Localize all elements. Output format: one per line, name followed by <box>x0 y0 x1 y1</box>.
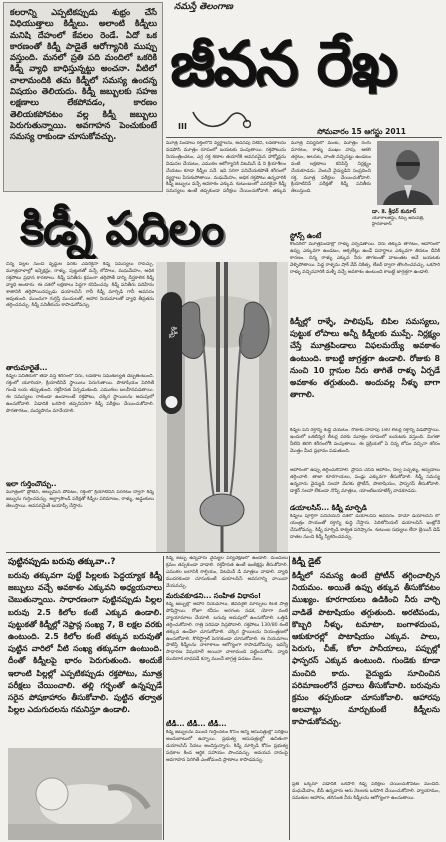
subhead-stones: స్టోన్స్ ఉంటే <box>290 232 322 240</box>
col-bot-mid3: కిడ్నీ జబ్బులను ముందే గుర్తించటం కోసం అన్ని ఆసుపత్రుల్లో పరీక్షలు అందుబాటులో ఉన్నాయి. ప్రభుత్వ ఆసుపత్రుల్లో ఉచితంగా డయాలసిస్ సేవలు అందిస్తున్నారు. కిడ్నీ మార్పిడి కోసం ప్రభుత్వ పథకాల కింద ఆర్థిక సహాయం పొందవచ్చు. అవయవ దానంపై అవగాహన పెరిగితే ఎంతోమంది ప్రాణాలు కాపాడవచ్చు. <box>166 730 288 763</box>
subhead-tdk: టీడీ... టీడీ... టీడీ... <box>166 720 227 728</box>
intro-box <box>3 2 163 192</box>
right-box: కిడ్నీల పని రక్తాన్ని శుద్ధి చేయటం. రోజుకు దాదాపు 180 లీటర్ల రక్తాన్ని వడపోస్తాయి. ఇందులో ఒకటిన్నర లీటర్ల వరకు మూత్రం రూపంలో బయటకు వస్తుంది. మిగతా నీటిని తిరిగి శరీరంలోకి పంపుతాయి. ఈ ప్రక్రియలో ఏ చిన్న లోపం వచ్చినా శరీరం మొత్తం మీద ప్రభావం పడుతుంది. <box>290 428 440 454</box>
col-bot-mid: కిడ్నీ జబ్బు ఉన్నవారు వైద్యుల పర్యవేక్షణలో ఉండాలి. మందులు క్రమం తప్పకుండా వాడాలి. రక్తహీనత ఉంటే ఇంజెక్షన్లు తీసుకోవాలి. ఎముకల బలానికి కాల్షియం, విటమిన్ డి మాత్రలు వాడాలి. వ్యాధి ముదరకుండా చూసుకుంటే డయాలసిస్ అవసరాన్ని వాయిదా వేయవచ్చు. <box>166 556 288 589</box>
col-right-dialysis: కిడ్నీలు పూర్తిగా పనిచేయని దశలో డయాలసిస్ అవసరం. హీమో డయాలసిస్ లో యంత్రం సాయంతో రక్తాన్ని శుద్ధి చేస్తారు. పెరిటోనియల్ డయాలసిస్ ఇంట్లోనే చేసుకోవచ్చు. కిడ్నీ మార్పిడి శాశ్వత పరిష్కారం. కుటుంబ సభ్యులు లేదా బ్రెయిన్ డెడ్ దాతల నుంచి కిడ్నీ స్వీకరించవచ్చు. <box>290 514 440 540</box>
headline: కిడ్నీ పదిలం <box>20 201 224 255</box>
col-top-mid: మూత్ర పిండాలు రక్తంలోని వ్యర్థాలను, అదనపు నీటిని, లవణాలను వడపోసి మూత్రం రూపంలో బయటకు పంపుతాయి. రక్తపోటును నియంత్రించటం, ఎర్ర రక్త కణాల తయారీకి అవసరమైన హార్మోన్లను విడుదల చేయటం, ఎముకల ఆరోగ్యానికి విటమిన్ డి ని క్రియాశీలం చేయటం కూడా కిడ్నీల పనే. ఇవి సరిగా పనిచేయకపోతే శరీరంలో వ్యర్థాలు పేరుకుపోతాయి. మధుమేహం, అధిక రక్తపోటు ఉన్నవారికి కిడ్నీ జబ్బులు వచ్చే అవకాశం ఎక్కువ. కుటుంబంలో ఎవరికైనా కిడ్నీ సమస్యలు ఉంటే తప్పకుండా పరీక్షలు చేయించుకోవాలి. తక్కువ <box>166 141 286 195</box>
subhead-dialysis: డయాలసిస్... కిడ్నీ మార్పిడి <box>290 504 367 512</box>
col-bot-right: ప్రతి ఒక్కరూ ఏడాదికి ఒకసారి కిడ్నీ పరీక్షలు చేయించుకోవటం మంచిది. మధుమేహం, బీపీ ఉన్నవారు ఆరు నెలలకు ఒకసారి చేయించుకోవాలి. వ్యాయామం, సమతుల ఆహారం, తగినంత నీరు కిడ్నీలను ఆరోగ్యంగా ఉంచుతాయి. <box>292 782 440 801</box>
col-right-diet: కిడ్నీలో సమస్య ఉంటే ప్రోటీన్ తగ్గించాల్సిన నియమం. అయితే ఉప్పు తక్కువ తీసుకోవటం ముఖ్యం. కూరగాయలు ఉడికించి నీరు వార్చి వాడితే పొటాషియం తగ్గుతుంది. అరటిపండు, కొబ్బరి నీళ్ళు, టమాటా, బంగాళదుంప, ఆకుకూరల్లో పొటాషియం ఎక్కువ. పాలు, పెరుగు, చీజ్, కోలా పానీయాలు, పప్పుల్లో ఫాస్ఫరస్ ఎక్కువ ఉంటుంది. గుండెకు కూడా మంచిది కాదు. వైద్యుడు సూచించిన పరిమాణంలోనే ద్రవాలు తీసుకోవాలి. బరువును క్రమం తప్పకుండా చూసుకోవాలి. ఆహారపు అలవాట్లు మార్చుకుంటే కిడ్నీలను కాపాడుకోవచ్చు. <box>292 571 440 727</box>
kidney-label-icon <box>161 292 182 414</box>
masthead <box>166 2 442 138</box>
paper-name: నమస్తే తెలంగాణ <box>174 2 233 12</box>
baby-icon <box>8 748 162 840</box>
col-left <box>6 262 154 540</box>
col-left-body: చిన్న పిల్లల నుంచి వృద్ధుల వరకు ఎవరికైనా కిడ్నీ సమస్యలు రావచ్చు. మూత్రనాళాల్లో ఇన్ఫెక్షన్లు, రాళ్ళు, పుట్టుకతో వచ్చే లోపాలు, మధుమేహం, అధిక రక్తపోటు ప్రధాన కారణాలు. కిడ్నీ పనితీరు క్రమంగా తగ్గిపోతే దాన్ని దీర్ఘకాలిక కిడ్నీ వ్యాధి అంటారు. ఈ దశలో లక్షణాలు పెద్దగా కనిపించవు. కిడ్నీ పనితీరు పదిహేను శాతానికి తగ్గిపోయినప్పుడు డయాలసిస్ గానీ కిడ్నీ మార్పిడి గానీ అవసరం అవుతుంది. ముందుగా గుర్తిస్తే మందులతో, ఆహార నియమాలతో వ్యాధి తీవ్రతను తగ్గించవచ్చు. కిడ్నీ పనితీరును కాపాడుకోవచ్చు. <box>6 262 154 309</box>
intro-text: కలరాన్ని ఎప్పటికప్పుడు శుభ్రం చేసే విధియుత్తాలు కిడ్నీలు. అలాంటి కిడ్నీలు మనిషి దేహంలో కేవలం రెండే. ఏదో ఒక కారణంతో కిడ్నీ పాడైతే ఆరోగ్యానికి ముప్పు వస్తుంది. మనలో ప్రతి పది మందిలో ఒకరికి కిడ్నీ వ్యాధి బాధిస్తున్నట్టు అంచనా. వీటిలో చాలామందికి తమ కిడ్నీలో సమస్య ఉందన్న విషయం తెలియదు. కిడ్నీ జబ్బులకు సహజ లక్షణాలు లేకపోవడం, కారణం తెలియకపోవటం వల్ల కిడ్నీ జబ్బులు పెరుగుతున్నాయి. అవగాహన పెంచుకుంటే సమస్య రాకుండా చూసుకోవచ్చు. <box>10 7 157 142</box>
supplement-title: జీవన రేఖ <box>170 27 397 100</box>
masthead-rule <box>166 137 442 138</box>
col-right-mid: ఆహారంలో ఉప్పు తగ్గించుకోవాలి. ప్రాసెస్ చేసిన ఆహారం, నిల్వ పచ్చళ్ళు, అప్పడాలు తగ్గించాలి. తాజా కూరగాయలు, పండ్లు ఎక్కువగా తీసుకోవాలి. కిడ్నీ సమస్య ఉన్నవారు వైద్యుడి సలహా మేరకు ప్రోటీన్, పొటాషియం, ఫాస్ఫరస్ తీసుకోవాలి. డాక్టర్ సలహా లేకుండా నొప్పి మాత్రలు, యాంటిబయాటిక్స్ వాడకూడదు. <box>290 468 440 494</box>
col-top-right: మూత్ర విసర్జనలో మంట, మూత్రం రంగు మారటం, కాళ్ళు ముఖం వాపు, ఆకలి తగ్గటం, అలసట, వాంతి వచ్చినట్టు ఉండటం వంటి లక్షణాలు కనిపిస్తే నిర్లక్ష్యం చేయకూడదు. వెంటనే వైద్యుడిని సంప్రదించి రక్త, మూత్ర పరీక్షలు చేయించుకోవాలి. క్రియాటినిన్ పరీక్షతో కిడ్నీ పనితీరు తెలుస్తుంది. <box>291 141 371 195</box>
col-stones: కొందరిలో మూత్రపిండాల్లో రాళ్ళు ఏర్పడతాయి. నీరు తక్కువ తాగటం, ఆహారంలో ఉప్పు ఎక్కువగా ఉండటం, ఆక్సలేట్లు ఉండే పదార్థాలు ఎక్కువగా తినటం దీనికి కారణం. చిన్న రాళ్ళు ఎక్కువ నీరు తాగటంతో వాటంతట అవే బయటకు వెళ్ళిపోతాయి. పెద్ద రాళ్ళను షాక్ వేవ్ చికిత్స, లేజర్ ద్వారా తొలగించవచ్చు. ఒకసారి రాళ్ళు వచ్చినవారికి మళ్ళీ వచ్చే అవకాశం ఉంటుంది కాబట్టి జాగ్రత్తగా ఉండాలి. <box>290 242 440 275</box>
stethoscope-icon <box>191 108 251 134</box>
kidney-label-tube <box>161 292 182 414</box>
author-name: డా. కె. శ్రీధర్ కుమార్ <box>372 209 417 215</box>
page-number: III <box>178 122 187 131</box>
col-right-highlight: కిడ్నీల్లో రాళ్ళే, పాలిపుష్, బిపిల సమస్యలు, పుట్టుక లోపాలు అన్నీ కిడ్నీలకు ముప్పే. నిర్లక్ష్యం చేస్తే మూత్రపిండాలు విఫలమయ్యే అవకాశం ఉంటుంది. కాబట్టి జాగ్రత్తగా ఉండాలి. రోజుకు 8 నుంచి 10 గ్లాసుల నీరు తాగితే రాళ్ళు ఏర్పడే అవకాశం తగ్గుతుంది. అందువల్ల నీళ్ళు బాగా తాగాలి. <box>290 317 440 400</box>
subhead-babies: పుట్టినప్పుడు బరువు తక్కువా..? <box>8 556 116 566</box>
author-portrait-icon <box>377 141 439 205</box>
subhead-tarumaraite: తారుమారైతే... <box>6 364 48 372</box>
author-designation: యూరాలజిస్టు, కిమ్స్ ఆసుపత్రి, హైదరాబాద్ <box>372 216 425 227</box>
column-rule-left <box>163 556 164 840</box>
author-photo <box>377 141 439 205</box>
svg-text:కిడ్నీ: కిడ్నీ <box>169 326 178 338</box>
subhead-gurtimpu: ఇలా గుర్తించొచ్చు.. <box>6 480 57 488</box>
mid-rule <box>6 552 440 553</box>
subhead-marachiporu: మరువకూడని... సంహిత విధానం! <box>166 592 262 600</box>
col-babies: బరువు తక్కువగా పుట్టే పిల్లలకు పెద్దయ్యాక కిడ్నీ జబ్బులు వచ్చే అవకాశం ఎక్కువని అధ్యయనాలు చెబుతున్నాయి. సాధారణంగా పుట్టినప్పుడు పిల్లల బరువు 2.5 కిలోల కంటే ఎక్కువ ఉండాలి. పుట్టుకతో కిడ్నీల్లో నెఫ్రాన్ల సంఖ్య 7, 8 లక్షల వరకు ఉంటుంది. 2.5 కిలోల కంటే తక్కువ బరువుతో పుట్టిన వారిలో వీటి సంఖ్య తక్కువగా ఉంటుంది. దీంతో కిడ్నీలపై భారం పెరుగుతుంది. అందుకే ఇలాంటి పిల్లల్లో ఎప్పటికప్పుడు రక్తపోటు, మూత్ర పరీక్షలు చేయించాలి. తల్లి గర్భంతో ఉన్నప్పుడే సరైన పోషకాహారం తీసుకోవాలి. పుట్టిన తర్వాత పిల్లల ఎదుగుదలను గమనిస్తూ ఉండాలి. <box>8 571 162 715</box>
col-left-body3: మూత్రంలో ప్రోటీన్, ఆల్బుమిన్ పోవటం, రక్తంలో క్రియాటినిన్ పెరగటం ద్వారా కిడ్నీ జబ్బును గుర్తించవచ్చు. అల్ట్రాసౌండ్ పరీక్షతో కిడ్నీల పరిమాణం, రాళ్ళు, అడ్డంకులు తెలుస్తాయి. అవసరమైతే బయాప్సీ చేస్తారు. <box>6 490 154 509</box>
column-rule-right <box>289 556 290 840</box>
issue-date: సోమవారం 15 ఆగస్టు 2011 <box>317 127 406 136</box>
subhead-diet: కిడ్నీ డైట్ <box>292 556 321 566</box>
baby-photo <box>8 748 162 840</box>
col-left-body2: కిడ్నీల పనితీరులో తేడా వస్తే శరీరంలో నీరు, లవణాల సమతుల్యత దెబ్బతింటుంది. రక్తంలో యూరియా, క్రియాటినిన్ స్థాయిలు పెరుగుతాయి. పొటాషియం పెరిగితే గుండె లయ తప్పుతుంది. రక్తహీనత ఏర్పడుతుంది. ఎముకలు బలహీనపడతాయి. ఈ సమస్యలు రాకుండా ఉండాలంటే రక్తపోటు, చక్కెర స్థాయిలను అదుపులో ఉంచుకోవాలి. ఏడాదికి ఒకసారి తప్పనిసరిగా కిడ్నీ పరీక్షలు చేయించుకోవాలి. పొగతాగటం, మద్యపానం మానేయాలి. <box>6 374 154 414</box>
col-bot-mid2: కిడ్నీ జబ్బుల్లో ఆహార నియమాలు, జీవనశైలి మార్పులు కీలక పాత్ర పోషిస్తాయి. రోజూ కనీసం అరగంట నడక, యోగా వంటి వ్యాయామాలు చేయాలి. బరువు అదుపులో ఉంచుకోవాలి. ఒత్తిడి తగ్గించుకోవాలి. రాత్రి సరిపడా నిద్రపోవాలి. రక్తపోటు 130/80 కంటే తక్కువ ఉండేలా చూసుకోవాలి. చక్కెర స్థాయిలను నియంత్రణలో ఉంచుకోవాలి. కొలెస్ట్రాల్ పెరగకుండా చూసుకోవాలి. ఈ నియమాలు పాటిస్తే కిడ్నీలను చాలాకాలం ఆరోగ్యంగా కాపాడుకోవచ్చు. ఇవన్నీ సాధారణ విషయాలే అయినా చాలామంది పట్టించుకోరు. వ్యాధి ముదిరాక బాధపడే కన్నా ముందే జాగ్రత్త పడటం మేలు. <box>166 602 288 663</box>
